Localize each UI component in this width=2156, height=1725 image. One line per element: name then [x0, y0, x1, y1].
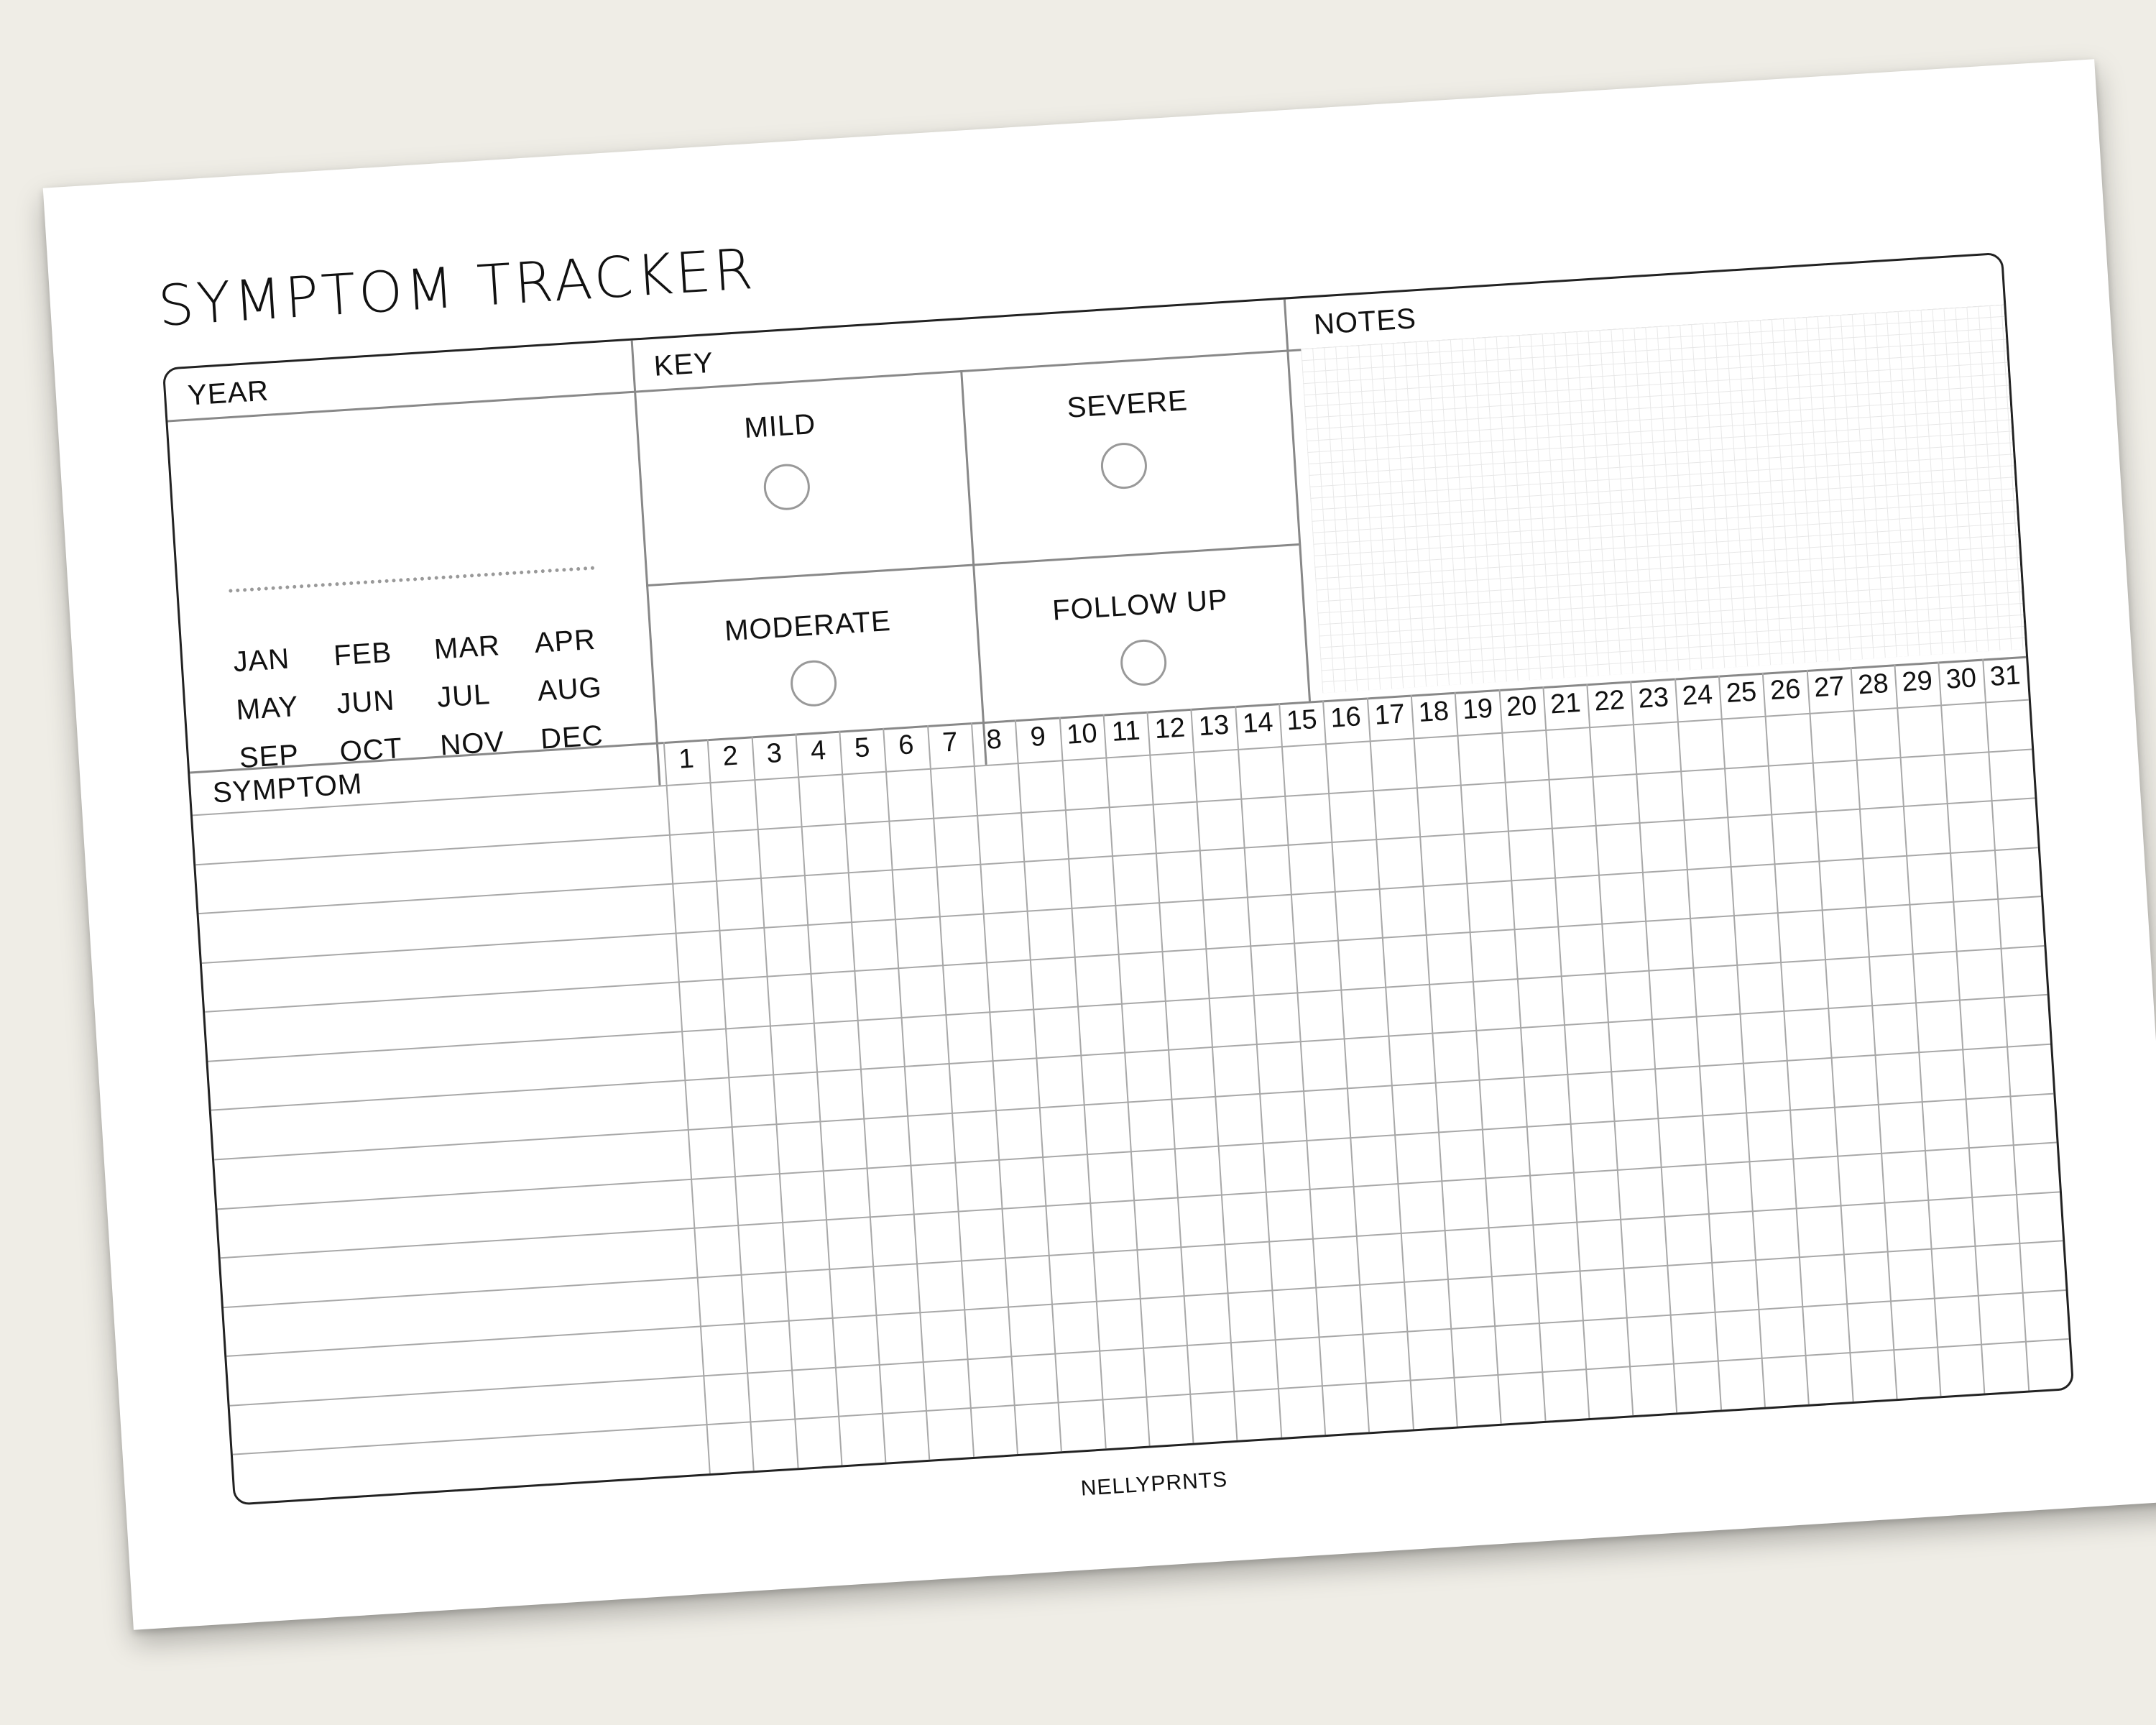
symptom-row-line [217, 1092, 2053, 1210]
month-may[interactable]: MAY [235, 690, 300, 727]
month-jan[interactable]: JAN [232, 643, 291, 678]
symptom-row-line [198, 798, 2035, 915]
symptom-row-line [230, 1289, 2066, 1407]
day-number-10: 10 [1066, 718, 1098, 750]
month-dec[interactable]: DEC [539, 719, 604, 755]
page-title: SYMPTOM TRACKER [156, 236, 757, 339]
symptom-tracker-grid[interactable] [193, 699, 2072, 1504]
day-number-7: 7 [941, 727, 959, 758]
day-number-30: 30 [1945, 663, 1978, 695]
day-number-16: 16 [1330, 702, 1362, 734]
day-number-12: 12 [1153, 712, 1187, 745]
month-oct[interactable]: OCT [338, 732, 404, 768]
day-number-17: 17 [1373, 699, 1406, 731]
symptom-row-line [211, 994, 2047, 1111]
day-number-2: 2 [722, 740, 740, 772]
day-number-23: 23 [1637, 682, 1670, 714]
symptom-row-line [208, 945, 2044, 1062]
symptom-row-line [226, 1240, 2063, 1357]
day-number-18: 18 [1417, 696, 1450, 728]
day-number-13: 13 [1197, 709, 1230, 742]
moderate-circle-icon[interactable] [789, 659, 838, 708]
month-nov[interactable]: NOV [439, 726, 506, 762]
day-number-15: 15 [1285, 704, 1318, 737]
tracker-frame [162, 252, 2075, 1506]
month-aug[interactable]: AUG [536, 671, 603, 707]
day-number-27: 27 [1812, 671, 1846, 704]
day-number-1: 1 [678, 743, 695, 775]
day-number-4: 4 [809, 735, 827, 767]
symptom-row-line [205, 896, 2041, 1013]
month-sep[interactable]: SEP [238, 739, 300, 775]
key-label: KEY [653, 346, 715, 382]
symptom-row-line [221, 1142, 2057, 1259]
severe-circle-icon[interactable] [1100, 441, 1148, 490]
month-list [232, 621, 642, 775]
symptom-row-line [224, 1191, 2060, 1308]
day-number-22: 22 [1593, 685, 1626, 717]
key-moderate-label: MODERATE [723, 604, 892, 648]
year-write-line [229, 566, 594, 593]
day-number-5: 5 [853, 732, 871, 764]
month-apr[interactable]: APR [533, 623, 597, 660]
day-number-29: 29 [1901, 666, 1934, 698]
notes-label: NOTES [1312, 303, 1418, 341]
key-column-divider [960, 370, 987, 765]
day-number-8: 8 [985, 724, 1003, 755]
month-mar[interactable]: MAR [433, 630, 502, 666]
day-number-25: 25 [1725, 676, 1758, 709]
day-number-6: 6 [897, 730, 915, 761]
notes-grid-area[interactable] [1301, 305, 2025, 694]
mild-circle-icon[interactable] [763, 463, 811, 512]
day-number-20: 20 [1505, 690, 1538, 723]
day-number-3: 3 [765, 737, 783, 770]
month-feb[interactable]: FEB [333, 636, 393, 672]
symptom-row-line [214, 1044, 2050, 1161]
month-jul[interactable]: JUL [436, 678, 492, 714]
key-mild-label: MILD [743, 408, 817, 445]
month-jun[interactable]: JUN [336, 684, 396, 720]
key-severe-label: SEVERE [1066, 385, 1189, 424]
symptom-row-line [202, 847, 2038, 964]
day-number-9: 9 [1029, 721, 1047, 753]
day-number-14: 14 [1241, 707, 1274, 740]
day-number-11: 11 [1110, 715, 1141, 748]
day-number-31: 31 [1989, 660, 2022, 692]
day-number-26: 26 [1769, 673, 1802, 707]
day-number-19: 19 [1461, 693, 1494, 726]
day-number-21: 21 [1549, 687, 1582, 720]
day-number-24: 24 [1681, 679, 1714, 712]
printable-sheet [43, 59, 2156, 1630]
day-column-line [2029, 699, 2073, 1388]
key-follow-up-label: FOLLOW UP [1051, 584, 1229, 627]
symptom-label: SYMPTOM [211, 768, 364, 809]
brand-footer: NELLYPRNTS [1079, 1467, 1229, 1501]
year-label: YEAR [186, 374, 270, 412]
symptom-row-line [195, 748, 2032, 865]
follow-up-circle-icon[interactable] [1119, 638, 1168, 687]
day-number-28: 28 [1857, 668, 1889, 701]
